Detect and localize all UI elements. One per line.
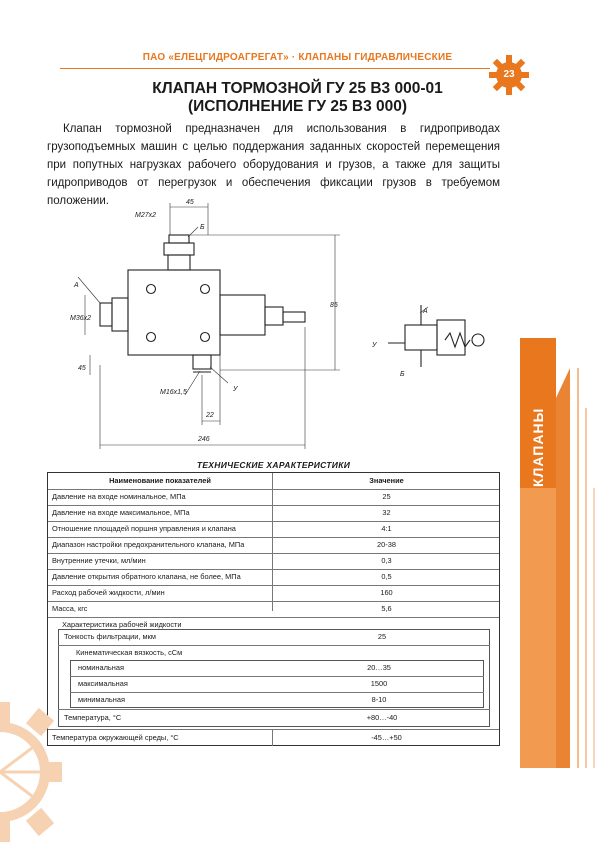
header-divider [60,68,490,69]
table-title: ТЕХНИЧЕСКИЕ ХАРАКТЕРИСТИКИ [196,460,351,470]
schema-label-b: Б [400,371,405,378]
row-name: Тонкость фильтрации, мкм [64,632,156,641]
col-value-header: Значение [369,476,404,485]
table-row [48,569,499,586]
row-value: +80…-40 [366,713,398,722]
table-row [48,601,499,618]
row-name: Давление на входе номинальное, МПа [52,492,186,501]
row-name: Диапазон настройки предохранительного клапана, МПа [52,540,245,549]
fluid-group-label: Характеристика рабочей жидкости [62,620,182,629]
row-value: 25 [377,632,387,641]
dim-m16: M16x1,5 [160,389,187,396]
viscosity-label-row [58,645,490,661]
schema-label-a: А [423,308,428,315]
row-value: 0,3 [381,556,392,565]
dim-45-left: 45 [78,365,86,372]
row-name: номинальная [78,663,124,672]
row-value: 4:1 [381,524,392,533]
row-value: 5,6 [381,604,392,613]
table-row [48,521,499,538]
row-name: максимальная [78,679,128,688]
dim-m36: M36x2 [70,315,92,322]
table-row [48,537,499,554]
label-a: А [74,282,79,289]
row-name: Расход рабочей жидкости, л/мин [52,588,165,597]
table-row [48,585,499,602]
table-row [70,676,484,693]
valve-drawing [50,195,505,455]
row-value: 0,5 [381,572,392,581]
page-title: КЛАПАН ТОРМОЗНОЙ ГУ 25 В3 000-01 [152,80,443,97]
table-row [48,505,499,522]
label-u: У [233,386,238,393]
row-name: Масса, кгс [52,604,88,613]
row-value: 25 [382,492,391,501]
row-value: 8-10 [371,695,387,704]
table-row [70,660,484,677]
row-name: Внутренние утечки, мл/мин [52,556,146,565]
page-number: 23 [496,62,522,88]
row-name: минимальная [78,695,125,704]
row-value: 20-38 [377,540,396,549]
table-row [48,489,499,506]
row-value: -45…+50 [371,733,402,742]
viscosity-label: Кинематическая вязкость, сСм [76,648,183,657]
page-header: ПАО «ЕЛЕЦГИДРОАГРЕГАТ» · КЛАПАНЫ ГИДРАВЛИЧЕСКИЕ [142,52,453,63]
dim-85: 85 [330,302,338,309]
specs-table [47,472,500,746]
page-subtitle: (ИСПОЛНЕНИЕ ГУ 25 В3 000) [187,98,408,115]
row-name: Давление открытия обратного клапана, не более, МПа [52,572,241,581]
description: Клапан тормозной предназначен для использования в гидроприводах грузоподъемных машин с целью поддержания заданных скоростей перемещения при попутных нагрузках рабочего оборудования и грузов, а также для защиты гидроприводов от перегрузок и обеспечения фиксации грузов в требуемом положении. [47,123,500,207]
table-row [70,692,484,708]
table-row [48,553,499,570]
row-name: Отношение площадей поршня управления и клапана [52,524,236,533]
row-value: 160 [380,588,393,597]
row-value: 1500 [370,679,388,688]
row-value: 32 [382,508,391,517]
row-name: Температура, °С [64,713,122,722]
schema-label-u: У [372,342,377,349]
dim-22: 22 [206,412,214,419]
col-param-header: Наименование показателей [109,476,211,485]
table-row [58,629,490,646]
row-name: Температура окружающей среды, °С [52,733,179,742]
table-row [58,709,490,726]
label-b: Б [200,224,205,231]
table-row [48,729,499,746]
dim-45: 45 [186,199,194,206]
row-name: Давление на входе максимальное, МПа [52,508,190,517]
dim-246: 246 [198,436,210,443]
sidebar-label: КЛАПАНЫ [530,407,546,487]
gear-watermark-icon [0,692,70,842]
table-header [48,473,499,490]
row-value: 20…35 [367,663,391,672]
dim-m27: M27x2 [135,212,157,219]
